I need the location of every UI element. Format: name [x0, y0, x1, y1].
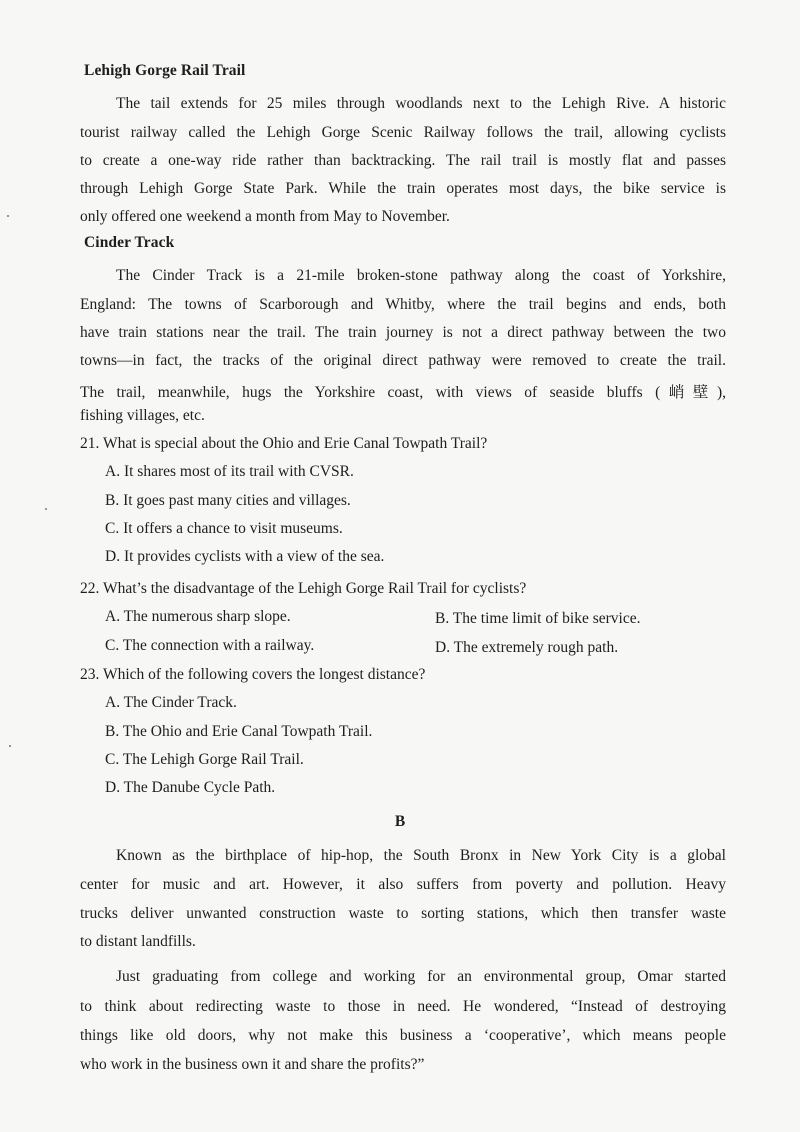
lehigh-line-5: only offered one weekend a month from May to November. — [80, 208, 450, 225]
q21-option-d: D. It provides cyclists with a view of the sea. — [105, 548, 385, 565]
b-para2-line-3: things like old doors, why not make this business a ‘cooperative’, which means people — [80, 1027, 726, 1044]
q23-option-c: C. The Lehigh Gorge Rail Trail. — [105, 751, 304, 768]
section-title-cinder: Cinder Track — [84, 234, 175, 251]
q22-option-b: B. The time limit of bike service. — [435, 610, 641, 627]
lehigh-line-1: The tail extends for 25 miles through woodlands next to the Lehigh Rive. A historic — [116, 95, 726, 112]
cinder-line-5: The trail, meanwhile, hugs the Yorkshire coast, with views of seaside bluffs (峭壁), — [80, 384, 726, 401]
lehigh-line-4: through Lehigh Gorge State Park. While the train operates most days, the bike service is — [80, 180, 726, 197]
scan-speck — [7, 215, 9, 217]
scan-speck — [45, 508, 47, 510]
b-para1-line-1: Known as the birthplace of hip-hop, the South Bronx in New York City is a global — [116, 847, 726, 864]
q23-option-d: D. The Danube Cycle Path. — [105, 779, 276, 796]
b-para2-line-4: who work in the business own it and share the profits?” — [80, 1056, 425, 1073]
lehigh-line-2: tourist railway called the Lehigh Gorge Scenic Railway follows the trail, allowing cyclists — [80, 124, 726, 141]
cinder-line-4: towns—in fact, the tracks of the original direct pathway were removed to create the trail. — [80, 352, 726, 369]
section-title-lehigh: Lehigh Gorge Rail Trail — [84, 62, 246, 79]
part-b-label: B — [394, 813, 406, 830]
b-para1-line-4: to distant landfills. — [80, 933, 196, 950]
q21-option-c: C. It offers a chance to visit museums. — [105, 520, 343, 537]
question-23: 23. Which of the following covers the longest distance? — [80, 666, 426, 683]
question-22: 22. What’s the disadvantage of the Lehigh Gorge Rail Trail for cyclists? — [80, 580, 527, 597]
cinder-line-6: fishing villages, etc. — [80, 407, 205, 424]
b-para1-line-2: center for music and art. However, it also suffers from poverty and pollution. Heavy — [80, 876, 726, 893]
q23-option-a: A. The Cinder Track. — [105, 694, 237, 711]
b-para1-line-3: trucks deliver unwanted construction waste to sorting stations, which then transfer waste — [80, 905, 726, 922]
lehigh-line-3: to create a one-way ride rather than backtracking. The rail trail is mostly flat and passes — [80, 152, 726, 169]
q22-option-d: D. The extremely rough path. — [435, 639, 619, 656]
q21-option-b: B. It goes past many cities and villages. — [105, 492, 351, 509]
q23-option-b: B. The Ohio and Erie Canal Towpath Trail. — [105, 723, 373, 740]
cinder-line-2: England: The towns of Scarborough and Whitby, where the trail begins and ends, both — [80, 296, 726, 313]
q22-option-c: C. The connection with a railway. — [105, 637, 315, 654]
scan-speck — [9, 745, 11, 747]
b-para2-line-2: to think about redirecting waste to those in need. He wondered, “Instead of destroying — [80, 998, 726, 1015]
cinder-line-1: The Cinder Track is a 21-mile broken-stone pathway along the coast of Yorkshire, — [116, 267, 726, 284]
q21-option-a: A. It shares most of its trail with CVSR. — [105, 463, 354, 480]
cinder-line-3: have train stations near the trail. The train journey is not a direct pathway between the two — [80, 324, 726, 341]
q22-option-a: A. The numerous sharp slope. — [105, 608, 291, 625]
question-21: 21. What is special about the Ohio and Erie Canal Towpath Trail? — [80, 435, 488, 452]
b-para2-line-1: Just graduating from college and working for an environmental group, Omar started — [116, 968, 726, 985]
